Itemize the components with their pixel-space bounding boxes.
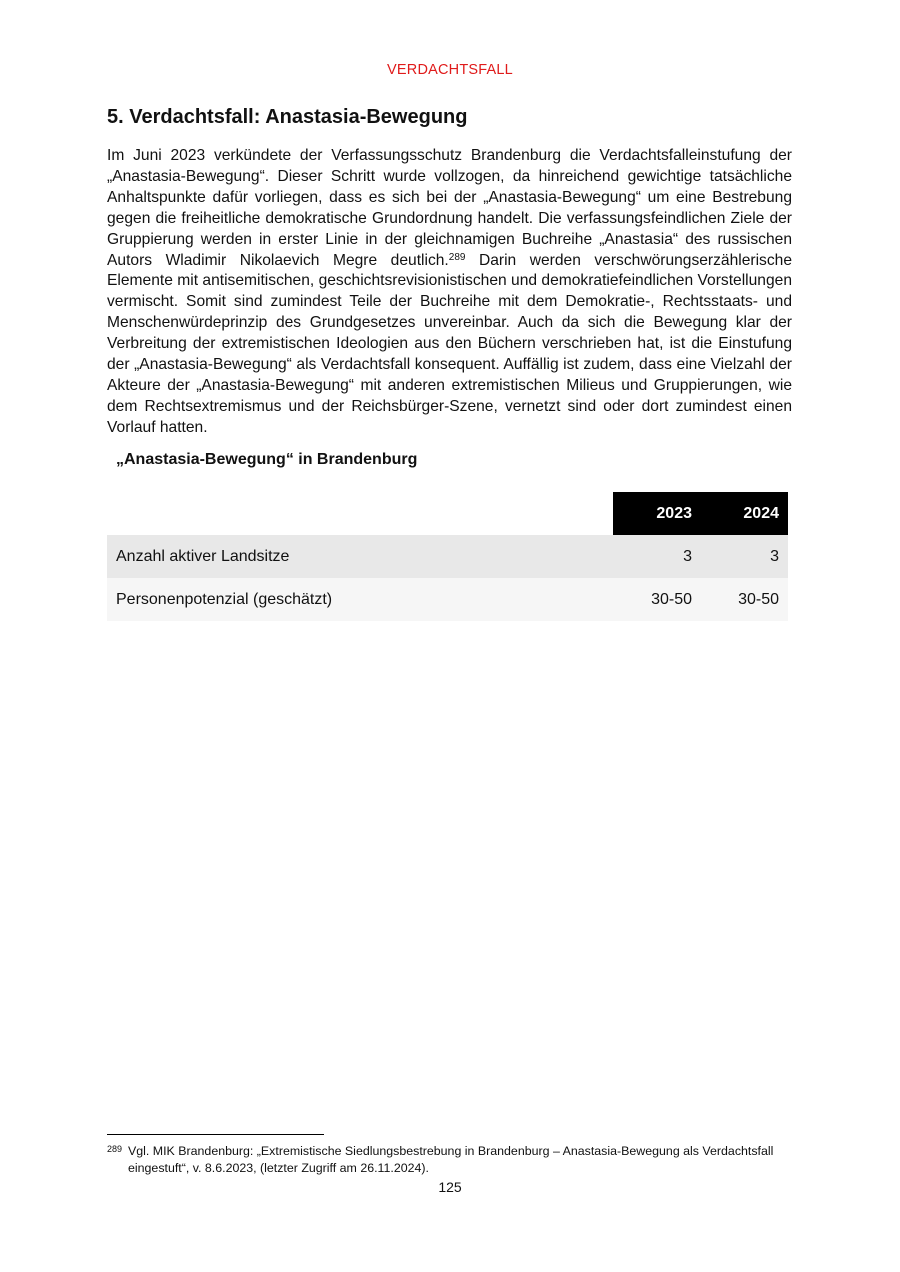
cell-value-2023: 30-50 — [613, 578, 701, 621]
footnote-number: 289 — [107, 1144, 123, 1154]
paragraph-text-part2: Darin werden verschwörungserzählerische Elemente mit antisemitischen, geschichtsrevisionistischen und demokratiefeindlichen Vorstellungen vermischt. Somit sind zumindest Teile der Buchreihe mit dem Demokratie-, Rechtsstaats- und Menschenwürdeprinzip des Grundgesetzes unvereinbar. Auch da sich die Bewegung klar der Verbreitung der extremistischen Ideologien aus den Büchern verschrieben hat, ist die Einstufung der „Anastasia-Bewegung“ als Verdachtsfall konsequent. Auffällig ist zudem, dass eine Vielzahl der Akteure der „Anastasia-Bewegung“ mit anderen extremistischen Milieus und Gruppierungen, wie dem Rechtsextremismus und der Reichsbürger-Szene, vernetzt sind oder dort zumindest einen Vorlauf hatten. — [107, 251, 792, 436]
cell-value-2023: 3 — [613, 535, 701, 578]
paragraph-text-part1: Im Juni 2023 verkündete der Verfassungsschutz Brandenburg die Verdachtsfalleinstufung der „Anastasia-Bewegung“. Dieser Schritt wurde vollzogen, da hinreichend gewichtige tatsächliche Anhaltspunkte dafür vorliegen, dass es sich bei der „Anastasia-Bewegung“ um eine Bestrebung gegen die freiheitliche demokratische Grundordnung handelt. Die verfassungsfeindlichen Ziele der Gruppierung werden in erster Linie in der gleichnamigen Buchreihe „Anastasia“ des russischen Autors Wladimir Nikolaevich Megre deutlich. — [107, 147, 792, 269]
running-header: VERDACHTSFALL — [387, 62, 513, 78]
table-title: „Anastasia-Bewegung“ in Brandenburg — [116, 451, 418, 468]
footnote — [107, 1143, 797, 1176]
column-header-2024: 2024 — [701, 492, 788, 535]
footnote-text: Vgl. MIK Brandenburg: „Extremistische Siedlungsbestrebung in Brandenburg – Anastasia-Bewegung als Verdachtsfall eingestuft“, v. 8.6.2023, (letzter Zugriff am 26.11.2024). — [128, 1144, 774, 1175]
statistics-table — [107, 492, 788, 621]
cell-value-2024: 30-50 — [701, 578, 788, 621]
header-blank-cell — [107, 492, 613, 535]
table-row — [107, 535, 788, 578]
body-paragraph — [107, 146, 792, 439]
row-label: Personenpotenzial (geschätzt) — [107, 578, 613, 621]
table-header-row — [107, 492, 788, 535]
footnote-divider — [107, 1134, 324, 1135]
page-number: 125 — [438, 1179, 462, 1195]
column-header-2023: 2023 — [613, 492, 701, 535]
cell-value-2024: 3 — [701, 535, 788, 578]
footnote-reference[interactable]: 289 — [448, 251, 466, 263]
row-label: Anzahl aktiver Landsitze — [107, 535, 613, 578]
table-row — [107, 578, 788, 621]
section-title: 5. Verdachtsfall: Anastasia-Bewegung — [107, 106, 468, 128]
